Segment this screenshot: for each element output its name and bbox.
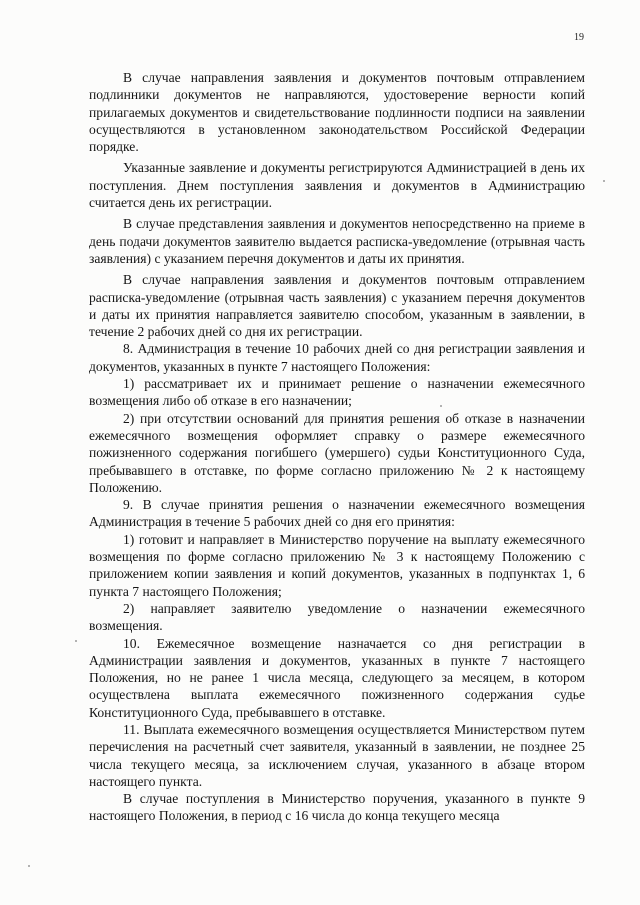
scan-speck — [603, 180, 605, 182]
document-body — [89, 69, 585, 825]
paragraph-clause-10: 10. Ежемесячное возмещение назначается со дня регистрации в Администрации заявления и документов, указанных в пункте 7 настоящего Положения, но не ранее 1 числа месяца, следующего за месяцем, в котором осуществлена выплата ежемесячного пожизненного содержания судье Конституционного Суда, пребывавшего в отставке. — [89, 635, 585, 720]
paragraph-clause-11: 11. Выплата ежемесячного возмещения осуществляется Министерством путем перечисления на расчетный счет заявителя, указанный в заявлении, не позднее 25 числа текущего месяца, за исключением случая, указанного в абзаце втором настоящего пункта. — [89, 721, 585, 789]
paragraph-clause-9-item-2: 2) направляет заявителю уведомление о назначении ежемесячного возмещения. — [89, 600, 585, 634]
paragraph-clause-8-item-2: 2) при отсутствии оснований для принятия решения об отказе в назначении ежемесячного возмещения оформляет справку о размере ежемесячного пожизненного содержания погибшего (умершего) судьи Конституционного Суда, пребывавшего в отставке, по форме согласно приложению № 2 к настоящему Положению. — [89, 410, 585, 495]
paragraph-clause-9-item-1: 1) готовит и направляет в Министерство поручение на выплату ежемесячного возмещения по форме согласно приложению № 3 к настоящему Положению с приложением копии заявления и копий документов, указанных в подпунктах 1, 6 пункта 7 настоящего Положения; — [89, 531, 585, 599]
paragraph-postal-copies: В случае направления заявления и документов почтовым отправлением подлинники документов не направляются, удостоверение верности копий прилагаемых документов и свидетельствование подлинности подписи на заявлении осуществляются в установленном законодательством Российской Федерации порядке. — [89, 70, 585, 155]
paragraph-receipt-in-person: В случае представления заявления и документов непосредственно на приеме в день подачи документов заявителю выдается расписка-уведомление (отрывная часть заявления) с указанием перечня документов и даты их принятия. — [89, 216, 585, 266]
scan-speck — [75, 640, 77, 642]
page-number: 19 — [574, 32, 584, 43]
paragraph-clause-8-item-1: 1) рассматривает их и принимает решение о назначении ежемесячного возмещения либо об отказе в его назначении; — [89, 376, 585, 409]
scan-speck — [440, 405, 442, 407]
paragraph-clause-11-second: В случае поступления в Министерство поручения, указанного в пункте 9 настоящего Положения, в период с 16 числа до конца текущего месяца — [89, 791, 585, 824]
paragraph-receipt-by-mail: В случае направления заявления и документов почтовым отправлением расписка-уведомление (отрывная часть заявления) с указанием перечня документов и даты их принятия направляется заявителю способом, указанным в заявлении, в течение 2 рабочих дней со дня их регистрации. — [89, 272, 585, 340]
paragraph-clause-9: 9. В случае принятия решения о назначении ежемесячного возмещения Администрация в течение 5 рабочих дней со дня его принятия: — [89, 497, 585, 530]
paragraph-clause-8: 8. Администрация в течение 10 рабочих дней со дня регистрации заявления и документов, указанных в пункте 7 настоящего Положения: — [89, 341, 585, 374]
paragraph-registration: Указанные заявление и документы регистрируются Администрацией в день их поступления. Днем поступления заявления и документов в Администрацию считается день их регистрации. — [89, 160, 585, 211]
scan-speck — [28, 865, 30, 867]
